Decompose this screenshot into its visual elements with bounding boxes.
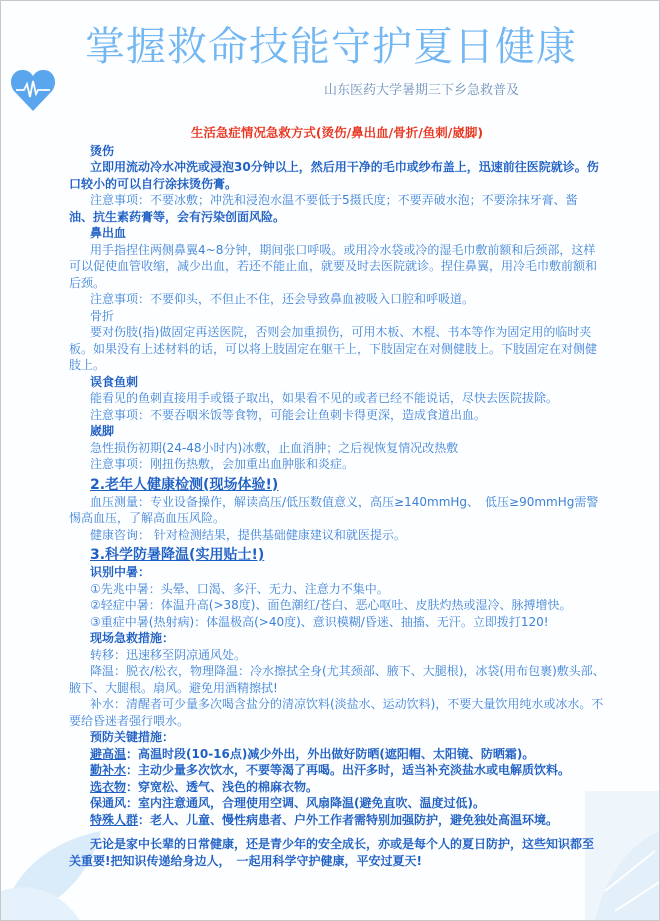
- prevent-item: [69, 762, 605, 779]
- burn-note-b: 油、抗生素药膏等，会有污染创面风险。: [69, 209, 286, 224]
- sprain-note: 注意事项：刚扭伤热敷，会加重出血肿胀和炎症。: [90, 457, 355, 471]
- section1-heading: 生活急症情况急救方式(烫伤/鼻出血/骨折/鱼刺/崴脚): [190, 125, 484, 140]
- identify-item: ③重症中暑(热射病)：体温极高(>40度)、意识模糊/昏迷、抽搐、无汗。立即拨打120!: [90, 614, 549, 629]
- poster-title: 掌握救命技能守护夏日健康: [85, 24, 577, 70]
- prevent-text: ：高温时段(10-16点)减少外出，外出做好防晒(遮阳帽、太阳镜、防晒霜)。: [126, 746, 535, 761]
- prevent-label: 避高温: [90, 746, 127, 761]
- identify-title: 识别中暑：: [90, 565, 151, 579]
- fracture-title: 骨折: [90, 308, 115, 323]
- firstaid-item: 转移：迅速移至阴凉通风处。: [90, 647, 247, 662]
- prevent-item: [69, 795, 605, 812]
- sprain-text: 急性损伤初期(24-48小时内)冰敷，止血消肿；之后视恢复情况改热敷: [90, 440, 459, 455]
- firstaid-title: 现场急救措施：: [90, 631, 175, 645]
- poster-content: [69, 125, 605, 869]
- heart-pulse-icon: [10, 67, 56, 113]
- consult-text: 健康咨询： 针对检测结果，提供基础健康建议和就医提示。: [90, 527, 406, 542]
- burn-title: 烫伤: [90, 143, 115, 158]
- prevent-item: [69, 779, 605, 796]
- prevent-text: ：室内注意通风，合理使用空调、风扇降温(避免直吹、温度过低)。: [126, 796, 485, 810]
- closing-text: 无论是家中长辈的日常健康，还是青少年的安全成长，亦或是每个人的夏日防护，这些知识都至关重要!把知识传递给身边人， 一起用科学守护健康，平安过夏天!: [69, 837, 595, 868]
- bp-text: 血压测量：专业设备操作，解读高压/低压数值意义，高压≥140mmHg、 低压≥90mmHg需警惕高血压，了解高血压风险。: [69, 494, 599, 525]
- fishbone-title: 误食鱼刺: [90, 374, 139, 389]
- burn-text: 立即用流动冷水冲洗或浸泡30分钟以上，然后用干净的毛巾或纱布盖上，迅速前往医院就诊。伤口较小的可以自行涂抹烫伤膏。: [69, 160, 599, 191]
- section3-heading: 3.科学防暑降温(实用贴士!): [90, 547, 265, 563]
- fracture-text: 要对伤肢(指)做固定再送医院，否则会加重损伤，可用木板、木棍、书本等作为固定用的临时夹板。如果没有上述材料的话，可以将上肢固定在躯干上，下肢固定在对侧健肢上。下肢固定在对侧健肢上。: [69, 325, 598, 372]
- prevent-label: 保通风: [90, 796, 127, 810]
- prevent-item: [69, 746, 605, 763]
- firstaid-item: 补水：清醒者可少量多次喝含盐分的清凉饮料(淡盐水、运动饮料)，不要大量饮用纯水或冰水。不要给昏迷者强行喂水。: [69, 697, 604, 728]
- fishbone-text: 能看见的鱼刺直接用手或镊子取出，如果看不见的或者已经不能说话，尽快去医院拔除。: [90, 391, 559, 405]
- prevent-item: [69, 812, 605, 829]
- prevent-text: ：穿宽松、透气、浅色的棉麻衣物。: [126, 779, 319, 794]
- identify-item: ②轻症中暑：体温升高(>38度)、面色潮红/苍白、恶心呕吐、皮肤灼热或湿冷、脉搏增快。: [90, 598, 572, 612]
- prevent-text: ：主动少量多次饮水，不要等渴了再喝。出汗多时，适当补充淡盐水或电解质饮料。: [126, 763, 571, 777]
- prevent-label: 特殊人群: [90, 812, 139, 827]
- burn-note-a: 注意事项：不要冰敷；冲洗和浸泡水温不要低于5摄氏度；不要弄破水泡；不要涂抹牙膏、酱: [90, 193, 578, 207]
- prevent-label: 选衣物: [90, 779, 127, 794]
- nosebleed-text: 用手指捏住两侧鼻翼4~8分钟，期间张口呼吸。或用冷水袋或冷的湿毛巾敷前额和后颈部，这样可以促使血管收缩，减少出血，若还不能止血，就要及时去医院就诊。捏住鼻翼，用冷毛巾敷前额和后颈。: [69, 242, 598, 290]
- identify-item: ①先兆中暑：头晕、口渴、多汗、无力、注意力不集中。: [90, 581, 389, 596]
- sprain-title: 崴脚: [90, 424, 115, 438]
- prevent-text: ：老人、儿童、慢性病患者、户外工作者需特别加强防护，避免独处高温环境。: [138, 812, 559, 827]
- prevent-label: 勤补水: [90, 763, 127, 777]
- poster-subtitle: 山东医药大学暑期三下乡急救普及: [324, 83, 520, 98]
- nosebleed-title: 鼻出血: [90, 226, 127, 240]
- fishbone-note: 注意事项：不要吞咽米饭等食物，可能会让鱼刺卡得更深，造成食道出血。: [90, 407, 487, 422]
- section2-heading: 2.老年人健康检测(现场体验!): [90, 476, 279, 493]
- nosebleed-note: 注意事项：不要仰头，不但止不住，还会导致鼻血被吸入口腔和呼吸道。: [90, 292, 475, 306]
- prevent-title: 预防关键措施：: [90, 730, 175, 744]
- firstaid-item: 降温：脱衣/松衣，物理降温：冷水擦拭全身(尤其颈部、腋下、大腿根)，冰袋(用布包裹)敷头部、腋下、大腿根。扇风。避免用酒精擦拭!: [69, 664, 605, 695]
